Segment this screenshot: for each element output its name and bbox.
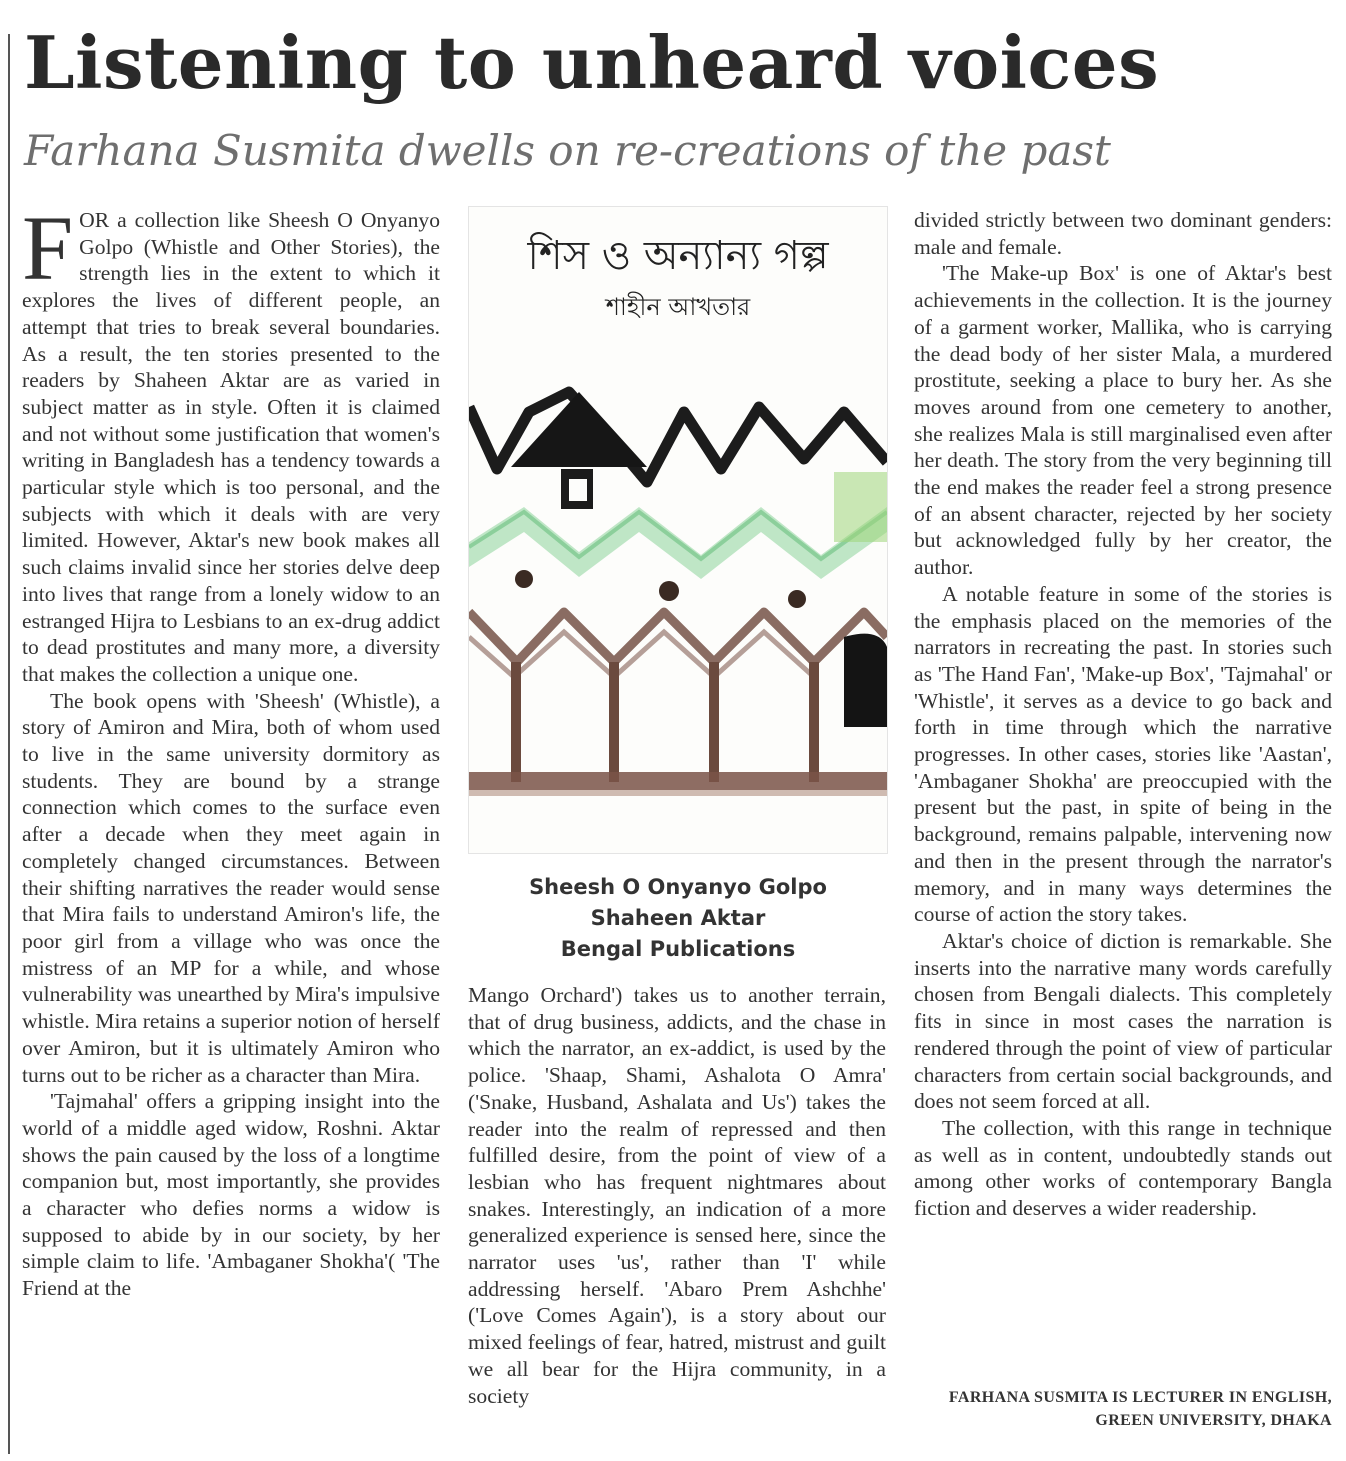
drop-cap: F [22, 197, 74, 299]
author-bio [904, 1386, 1332, 1432]
subheadline: Farhana Susmita dwells on re-creations of the past [24, 126, 1111, 175]
lead-text: OR a collection like Sheesh O Onyanyo Golpo (Whistle and Other Stories), the strength lies in the extent to which it explores the lives of different people, an attempt that tries to break several boundaries. As a result, the ten stories presented to the readers by Shaheen Aktar are as varied in subject matter as in style. Often it is claimed and not without some justification that women's writing in Bangladesh has a tendency towards a particular style which is too personal, and the subjects with which it deals with are very limited. However, Aktar's new book makes all such claims invalid since her stories delve deep into lives that range from a lonely widow to an estranged Hijra to Lesbians to an ex-drug addict to dead prostitutes and many more, a diversity that makes the collection a unique one. [22, 208, 440, 686]
paragraph: The book opens with 'Sheesh' (Whistle), a story of Amiron and Mira, both of whom used to live in the same university dormitory as students. They are bound by a strange connection which comes to the surface even after a decade when they meet again in completely changed circumstances. Between their shifting narratives the reader would sense that Mira fails to understand Amiron's life, the poor girl from a village who was once the mistress of an MP for a while, and whose vulnerability was unearthed by Mira's impulsive whistle. Mira retains a superior notion of herself over Amiron, but it is ultimately Amiron who turns out to be richer as a character than Mira. [22, 688, 440, 1087]
paragraph: A notable feature in some of the stories is the emphasis placed on the memories of the narrators in recreating the past. In stories such as 'The Hand Fan', 'Make-up Box', 'Tajmahal' or 'Whistle', it serves as a device to go back and forth in time through which the narrative progresses. In other cases, stories like 'Aastan', 'Ambaganer Shokha' are preoccupied with the present but the past, in spite of being in the background, remains palpable, intervening now and then in the present through the narrator's memory, and in many ways determines the course of action the story takes. [914, 581, 1332, 927]
column-3 [914, 207, 1332, 1222]
paragraph: The collection, with this range in technique as well as in content, undoubtedly stands out among other works of contemporary Bangla fiction and deserves a wider readership. [914, 1115, 1332, 1221]
column-rule [8, 34, 10, 1454]
cover-title-bengali: শিস ও অন্যান্য গল্প [527, 233, 829, 279]
author-bio-line: GREEN UNIVERSITY, DHAKA [1095, 1412, 1332, 1429]
column-2 [468, 982, 886, 1409]
author-bio-line: FARHANA SUSMITA IS LECTURER IN ENGLISH, [948, 1389, 1332, 1406]
caption-publisher: Bengal Publications [560, 937, 796, 961]
paragraph: 'Tajmahal' offers a gripping insight into the world of a middle aged widow, Roshni. Aktar shows the pain caused by the loss of a longtime companion but, most importantly, she provides a character who defies norms a widow is supposed to abide by in our society, by her simple claim to life. 'Ambaganer Shokha'( 'The Friend at the [22, 1089, 440, 1301]
lead-paragraph [22, 197, 440, 688]
book-cover-image [468, 206, 888, 854]
column-1 [22, 197, 440, 1302]
paragraph: divided strictly between two dominant genders: male and female. [914, 208, 1332, 259]
paragraph: 'The Make-up Box' is one of Aktar's best achievements in the collection. It is the journey of a garment worker, Mallika, who is carrying the dead body of her sister Mala, a murdered prostitute, seeking a place to bury her. As she moves around from one cemetery to another, she realizes Mala is still marginalised even after her death. The story from the very beginning till the end makes the reader feel a strong presence of an absent character, rejected by her society but acknowledged fully by her creator, the author. [914, 261, 1332, 580]
book-caption [468, 872, 888, 965]
caption-book-title: Sheesh O Onyanyo Golpo [529, 875, 827, 899]
paragraph: Aktar's choice of diction is remarkable. She inserts into the narrative many words carefully chosen from Bengali dialects. This completely fits in since in most cases the narration is rendered through the point of view of particular characters from certain social backgrounds, and does not seem forced at all. [914, 928, 1332, 1114]
cover-author-bengali: শাহীন আখতার [605, 293, 751, 321]
headline: Listening to unheard voices [24, 20, 1160, 105]
caption-author: Shaheen Aktar [590, 906, 766, 930]
paragraph: Mango Orchard') takes us to another terrain, that of drug business, addicts, and the chase in which the narrator, an ex-addict, is used by the police. 'Shaap, Shami, Ashalota O Amra' ('Snake, Husband, Ashalata and Us') takes the reader into the realm of repressed and then fulfilled desire, from the point of view of a lesbian who has frequent nightmares about snakes. Interestingly, an indication of a more generalized experience is sensed here, since the narrator uses 'us', rather than 'I' while addressing herself. 'Abaro Prem Ashchhe' ('Love Comes Again'), is a story about our mixed feelings of fear, hatred, mistrust and guilt we all bear for the Hijra community, in a society [468, 983, 886, 1408]
